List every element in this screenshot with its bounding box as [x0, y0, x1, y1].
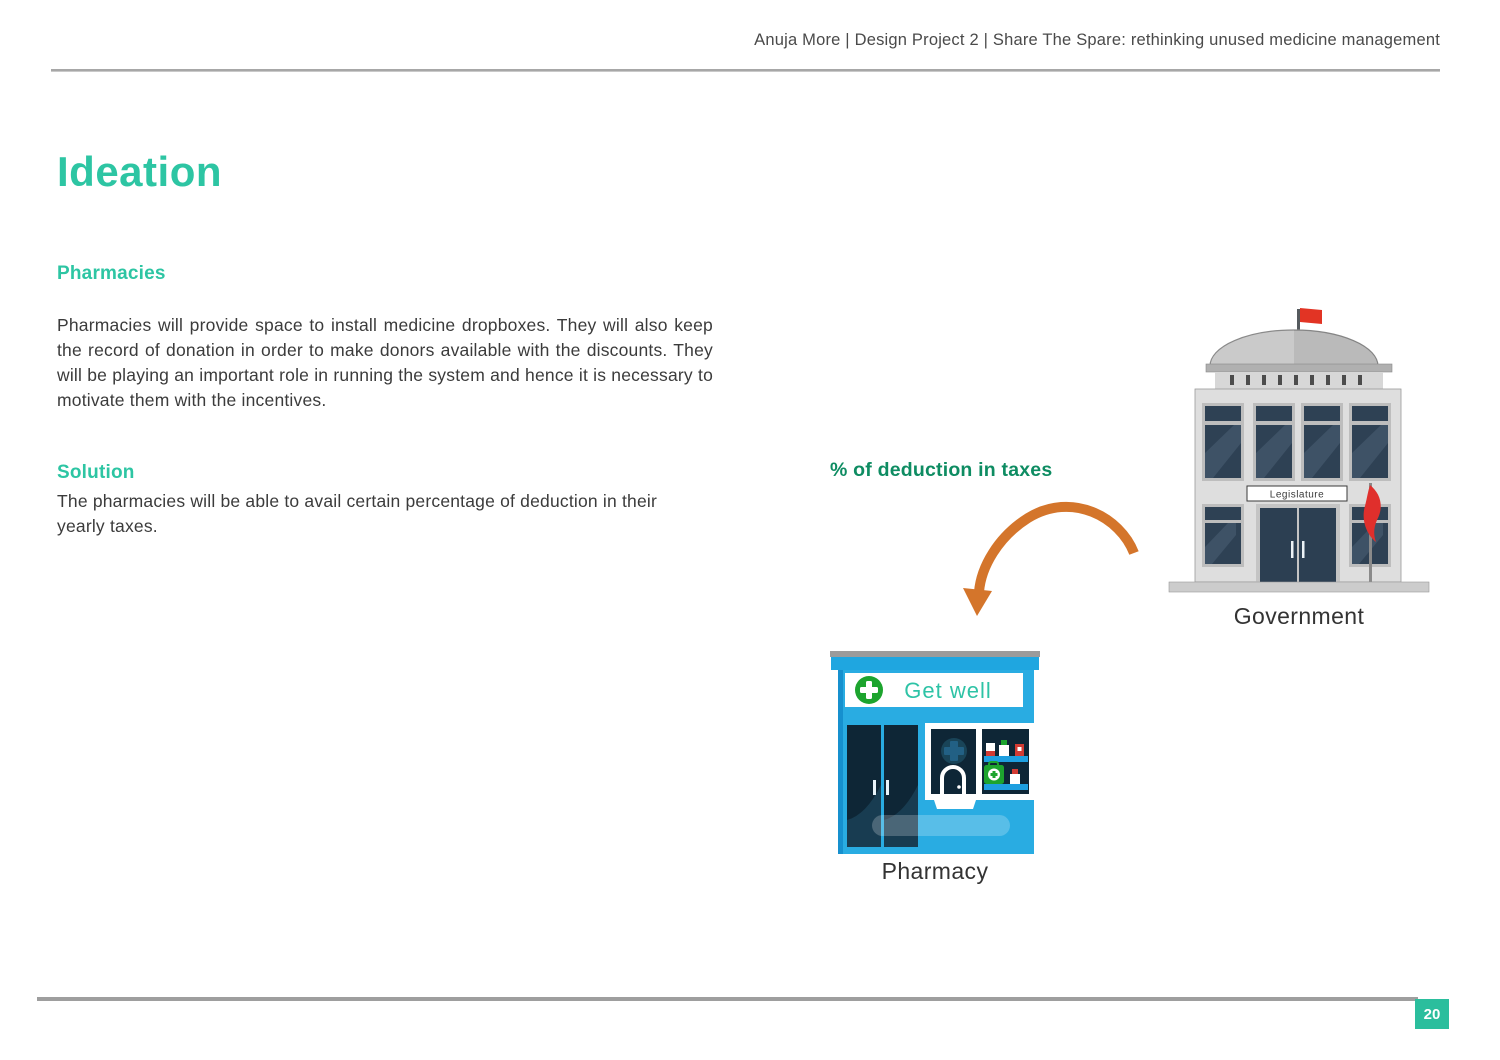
first-aid-kit-icon [984, 762, 1004, 784]
base-platform [1169, 582, 1429, 592]
window-cross-emblem-icon [941, 738, 967, 764]
pharmacy-storefront-illustration [826, 645, 1044, 857]
dome-flag-icon [1300, 308, 1322, 324]
header-divider [51, 69, 1440, 72]
page-number-badge: 20 [1415, 999, 1449, 1029]
section-heading-solution: Solution [57, 462, 135, 483]
solution-paragraph: The pharmacies will be able to avail certain percentage of deduction in their yearly taxes. [57, 491, 658, 536]
curved-arrow-icon [950, 490, 1160, 635]
shop-sign-text: Get well [904, 678, 992, 703]
display-window [925, 723, 1035, 809]
tax-deduction-label: % of deduction in taxes [830, 459, 1053, 481]
page-title: Ideation [57, 148, 223, 195]
footer-divider [37, 997, 1418, 1001]
dentils [1230, 375, 1362, 385]
door-step [932, 794, 978, 809]
awning [831, 657, 1039, 670]
government-label: Government [1233, 603, 1365, 629]
roof-ledge [830, 651, 1040, 657]
pharmacies-paragraph: Pharmacies will provide space to install medicine dropboxes. They will also keep the record of donation in order to make donors available with the discounts. They will be playing an important role in running the system and hence it is necessary to motivate them with the incentives. [57, 315, 713, 410]
entrance-doors [1256, 504, 1340, 582]
green-cross-icon [855, 676, 883, 704]
arrowhead [963, 588, 992, 616]
pharmacy-label: Pharmacy [881, 858, 989, 884]
legislature-sign-text: Legislature [1269, 489, 1325, 501]
header-title: Anuja More | Design Project 2 | Share The Spare: rethinking unused medicine management [754, 31, 1440, 49]
government-building-illustration [1168, 303, 1430, 595]
window-door-icon [942, 767, 964, 794]
bench [872, 815, 1010, 836]
section-heading-pharmacies: Pharmacies [57, 263, 166, 284]
